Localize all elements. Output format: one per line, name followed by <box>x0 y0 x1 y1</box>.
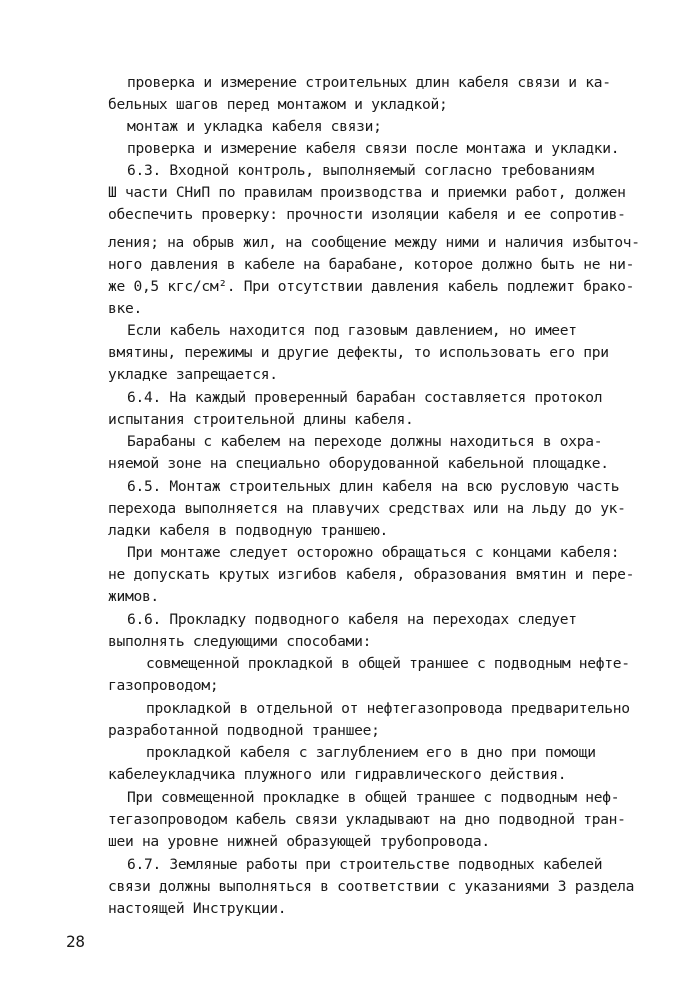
text-line: шеи на уровне нижней образующей трубопровода. <box>108 833 490 850</box>
text-line: укладке запрещается. <box>108 366 278 383</box>
text-line: 6.4. На каждый проверенный барабан составляется протокол <box>127 389 603 406</box>
text-line: При монтаже следует осторожно обращаться с концами кабеля: <box>127 544 620 561</box>
text-line: обеспечить проверку: прочности изоляции кабеля и ее сопротив- <box>108 206 626 223</box>
text-line: Барабаны с кабелем на переходе должны находиться в охра- <box>127 433 603 450</box>
text-line: При совмещенной прокладке в общей траншее с подводным неф- <box>127 789 620 806</box>
text-line: газопроводом; <box>108 677 219 694</box>
text-line: выполнять следующими способами: <box>108 633 372 650</box>
text-line: проверка и измерение кабеля связи после монтажа и укладки. <box>127 140 620 157</box>
text-line: проверка и измерение строительных длин кабеля связи и ка- <box>127 74 611 91</box>
text-line: 6.6. Прокладку подводного кабеля на переходах следует <box>127 611 577 628</box>
text-line: вмятины, пережимы и другие дефекты, то использовать его при <box>108 344 609 361</box>
text-line: прокладкой в отдельной от нефтегазопровода предварительно <box>146 700 630 717</box>
page-number: 28 <box>66 932 85 951</box>
text-line: разработанной подводной траншее; <box>108 722 380 739</box>
text-line: же 0,5 кгс/см². При отсутствии давления кабель подлежит брако- <box>108 278 635 295</box>
text-line: 6.7. Земляные работы при строительстве подводных кабелей <box>127 856 603 873</box>
text-line: настоящей Инструкции. <box>108 900 287 917</box>
text-line: кабелеукладчика плужного или гидравлического действия. <box>108 766 567 783</box>
text-line: испытания строительной длины кабеля. <box>108 411 414 428</box>
text-line: ного давления в кабеле на барабане, которое должно быть не ни- <box>108 256 635 273</box>
text-line: ления; на обрыв жил, на сообщение между ними и наличия избыточ- <box>108 234 640 251</box>
text-line: тегазопроводом кабель связи укладывают на дно подводной тран- <box>108 811 626 828</box>
text-line: 6.5. Монтаж строительных длин кабеля на всю русловую часть <box>127 478 620 495</box>
text-line: не допускать крутых изгибов кабеля, образования вмятин и пере- <box>108 566 635 583</box>
text-line: вке. <box>108 300 142 317</box>
text-line: совмещенной прокладкой в общей траншее с подводным нефте- <box>146 655 630 672</box>
text-line: Ш части СНиП по правилам производства и приемки работ, должен <box>108 184 626 201</box>
text-line: жимов. <box>108 588 159 605</box>
text-line: 6.3. Входной контроль, выполняемый согласно требованиям <box>127 162 594 179</box>
text-line: перехода выполняется на плавучих средствах или на льду до ук- <box>108 500 626 517</box>
text-line: ладки кабеля в подводную траншею. <box>108 522 389 539</box>
text-line: связи должны выполняться в соответствии с указаниями 3 раздела <box>108 878 635 895</box>
text-line: няемой зоне на специально оборудованной кабельной площадке. <box>108 455 609 472</box>
text-line: прокладкой кабеля с заглублением его в дно при помощи <box>146 744 596 761</box>
text-line: бельных шагов перед монтажом и укладкой; <box>108 96 448 113</box>
text-line: монтаж и укладка кабеля связи; <box>127 118 382 135</box>
text-line: Если кабель находится под газовым давлением, но имеет <box>127 322 577 339</box>
